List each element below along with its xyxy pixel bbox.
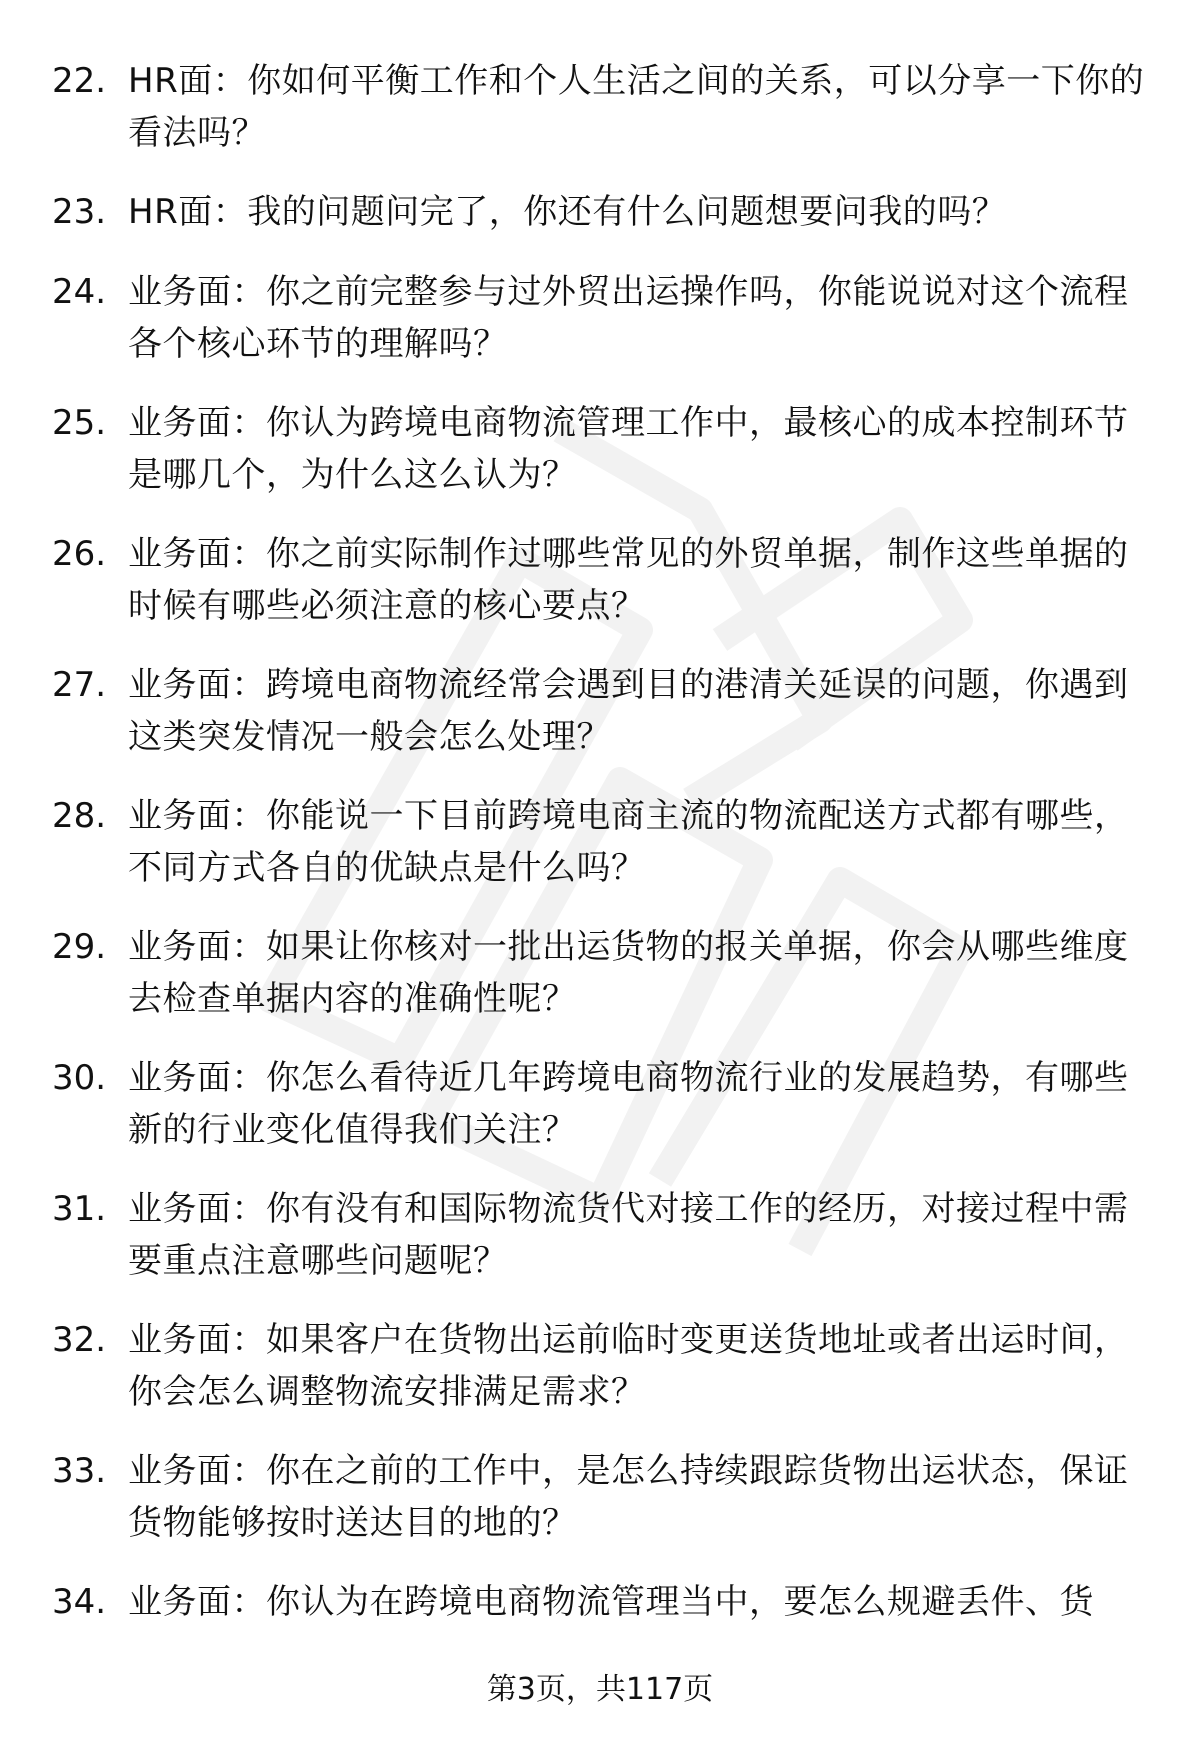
question-text: 业务面：你在之前的工作中，是怎么持续跟踪货物出运状态，保证货物能够按时送达目的地的？ bbox=[128, 1451, 1129, 1543]
question-number: 32. bbox=[52, 1320, 107, 1360]
question-number: 30. bbox=[52, 1058, 107, 1098]
question-text: 业务面：如果让你核对一批出运货物的报关单据，你会从哪些维度去检查单据内容的准确性呢？ bbox=[128, 927, 1129, 1019]
list-item bbox=[0, 790, 1200, 921]
question-text: 业务面：你怎么看待近几年跨境电商物流行业的发展趋势，有哪些新的行业变化值得我们关注？ bbox=[128, 1058, 1129, 1150]
list-item bbox=[0, 1314, 1200, 1445]
list-item bbox=[0, 1576, 1200, 1636]
list-item bbox=[0, 397, 1200, 528]
question-text: 业务面：你之前实际制作过哪些常见的外贸单据，制作这些单据的时候有哪些必须注意的核心要点？ bbox=[128, 534, 1129, 626]
question-text: 业务面：你之前完整参与过外贸出运操作吗，你能说说对这个流程各个核心环节的理解吗？ bbox=[128, 272, 1129, 364]
list-item bbox=[0, 659, 1200, 790]
list-item bbox=[0, 528, 1200, 659]
question-number: 26. bbox=[52, 534, 107, 574]
question-number: 24. bbox=[52, 272, 107, 312]
list-item bbox=[0, 921, 1200, 1052]
question-text: 业务面：你能说一下目前跨境电商主流的物流配送方式都有哪些，不同方式各自的优缺点是什么吗？ bbox=[128, 796, 1129, 888]
question-text: HR面：你如何平衡工作和个人生活之间的关系，可以分享一下你的看法吗？ bbox=[128, 61, 1145, 153]
question-text: 业务面：如果客户在货物出运前临时变更送货地址或者出运时间，你会怎么调整物流安排满足需求？ bbox=[128, 1320, 1129, 1412]
list-item bbox=[0, 55, 1200, 186]
question-number: 22. bbox=[52, 61, 107, 101]
list-item bbox=[0, 1445, 1200, 1576]
question-text: 业务面：你有没有和国际物流货代对接工作的经历，对接过程中需要重点注意哪些问题呢？ bbox=[128, 1189, 1129, 1281]
question-number: 28. bbox=[52, 796, 107, 836]
list-item bbox=[0, 266, 1200, 397]
page-footer: 第3页，共117页 bbox=[486, 1672, 714, 1707]
question-number: 33. bbox=[52, 1451, 107, 1491]
question-number: 34. bbox=[52, 1582, 107, 1622]
question-number: 31. bbox=[52, 1189, 107, 1229]
list-item bbox=[0, 1052, 1200, 1183]
question-number: 23. bbox=[52, 192, 107, 232]
list-item bbox=[0, 1183, 1200, 1314]
question-text: 业务面：跨境电商物流经常会遇到目的港清关延误的问题，你遇到这类突发情况一般会怎么处理？ bbox=[128, 665, 1129, 757]
question-text: HR面：我的问题问完了，你还有什么问题想要问我的吗？ bbox=[128, 192, 1007, 232]
question-list bbox=[0, 55, 1200, 1636]
question-text: 业务面：你认为在跨境电商物流管理当中，要怎么规避丢件、货 bbox=[128, 1582, 1094, 1622]
question-number: 27. bbox=[52, 665, 107, 705]
question-text: 业务面：你认为跨境电商物流管理工作中，最核心的成本控制环节是哪几个，为什么这么认为？ bbox=[128, 403, 1129, 495]
question-number: 25. bbox=[52, 403, 107, 443]
question-number: 29. bbox=[52, 927, 107, 967]
list-item bbox=[0, 186, 1200, 266]
